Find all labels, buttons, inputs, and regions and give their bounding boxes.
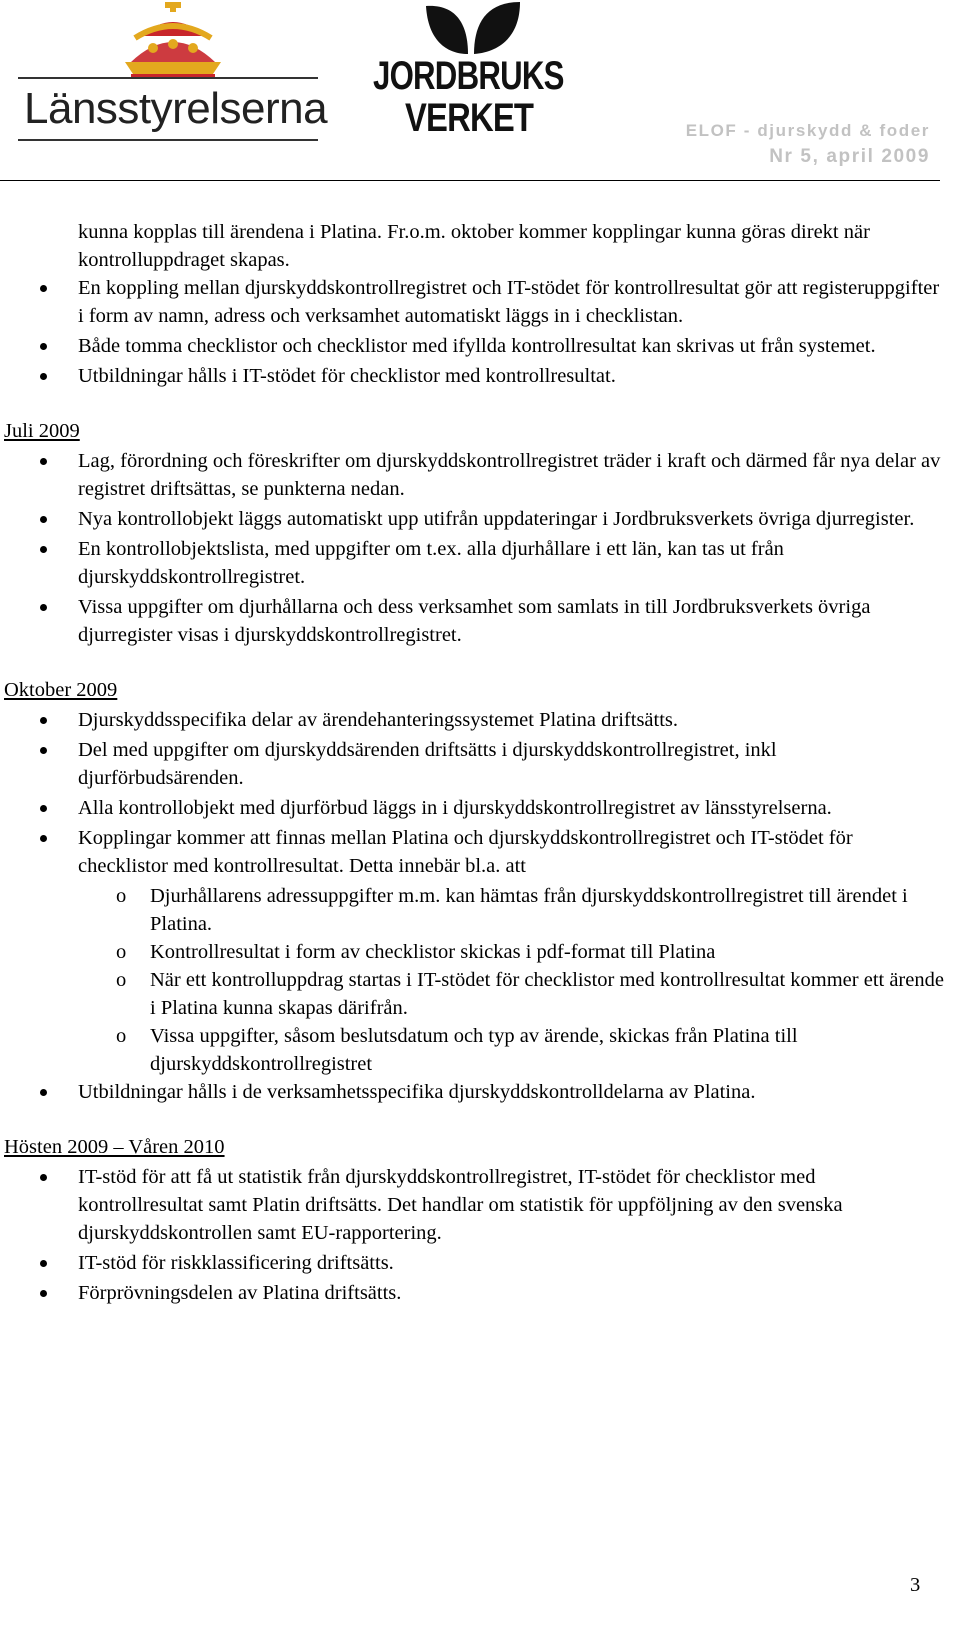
list-item: En kontrollobjektslista, med uppgifter om t.ex. alla djurhållare i ett län, kan tas ut från djurskyddskontrollregistret. — [0, 535, 945, 591]
list-item: Del med uppgifter om djurskyddsärenden driftsätts i djurskyddskontrollregistret, inkl djurförbudsärenden. — [0, 736, 945, 792]
bullet-icon — [40, 546, 47, 553]
document-body — [0, 218, 945, 1309]
logo-rule-top — [18, 77, 318, 79]
list-item: Nya kontrollobjekt läggs automatiskt upp utifrån uppdateringar i Jordbruksverkets övriga djurregister. — [0, 505, 945, 533]
newsletter-info — [686, 118, 930, 170]
list-item: Förprövningsdelen av Platina driftsätts. — [0, 1279, 945, 1307]
list-item: En koppling mellan djurskyddskontrollregistret och IT-stödet för kontrollresultat gör att registeruppgifter i form av namn, adress och verksamhet automatiskt läggs in i checklistan. — [0, 274, 945, 330]
list-item: Både tomma checklistor och checklistor med ifyllda kontrollresultat kan skrivas ut från systemet. — [0, 332, 945, 360]
crown-icon — [113, 2, 233, 80]
jordbruksverket-logo — [373, 0, 563, 140]
hosten-list — [0, 1163, 945, 1307]
section-title-juli: Juli 2009 — [4, 420, 80, 442]
juli-list — [0, 447, 945, 649]
newsletter-title: ELOF - djurskydd & foder — [685, 121, 930, 140]
sub-bullet-marker: o — [116, 941, 127, 963]
sub-list-item: o Djurhållarens adressuppgifter m.m. kan hämtas från djurskyddskontrollregistret till ärendet i Platina. — [0, 882, 945, 938]
jv-line-1: JORDBRUKS — [373, 54, 564, 98]
sub-list-item: o Kontrollresultat i form av checklistor skickas i pdf-format till Platina — [0, 938, 945, 966]
bullet-icon — [40, 516, 47, 523]
bullet-icon — [40, 604, 47, 611]
sub-bullet-marker: o — [116, 885, 127, 907]
bullet-icon — [40, 717, 47, 724]
list-item: Vissa uppgifter om djurhållarna och dess verksamhet som samlats in till Jordbruksverkets övriga djurregister visas i djurskyddskontrollregistret. — [0, 593, 945, 649]
list-item: Utbildningar hålls i de verksamhetsspecifika djurskyddskontrolldelarna av Platina. — [0, 1078, 945, 1106]
list-item: Utbildningar hålls i IT-stödet för checklistor med kontrollresultat. — [0, 362, 945, 390]
leaf-icon — [416, 0, 526, 56]
intro-continuation: kunna kopplas till ärendena i Platina. Fr.o.m. oktober kommer kopplingar kunna göras direkt när kontrolluppdraget skapas. — [78, 221, 870, 271]
lansstyrelserna-logo — [18, 2, 328, 142]
list-item: IT-stöd för riskklassificering driftsätts. — [0, 1249, 945, 1277]
bullet-icon — [40, 747, 47, 754]
newsletter-issue: Nr 5, april 2009 — [769, 146, 930, 167]
bullet-icon — [40, 1260, 47, 1267]
bullet-icon — [40, 1089, 47, 1096]
bullet-icon — [40, 805, 47, 812]
bullet-icon — [40, 343, 47, 350]
list-item: Lag, förordning och föreskrifter om djurskyddskontrollregistret träder i kraft och därmed får nya delar av registret driftsättas, se punkterna nedan. — [0, 447, 945, 503]
lansstyrelserna-name: Länsstyrelserna — [24, 84, 328, 133]
list-item: Kopplingar kommer att finnas mellan Platina och djurskyddskontrollregistret och IT-stödet för checklistor med kontrollresultat. Detta innebär bl.a. att — [0, 824, 945, 880]
bullet-icon — [40, 458, 47, 465]
sub-list-item: o När ett kontrolluppdrag startas i IT-stödet för checklistor med kontrollresultat kommer ett ärende i Platina kunna skapas därifrån. — [0, 966, 945, 1022]
list-item: Djurskyddsspecifika delar av ärendehanteringssystemet Platina driftsätts. — [0, 706, 945, 734]
bullet-icon — [40, 285, 47, 292]
page-number: 3 — [910, 1574, 921, 1596]
section-title-oktober: Oktober 2009 — [4, 679, 118, 701]
bullet-icon — [40, 835, 47, 842]
header-divider — [0, 180, 940, 181]
oktober-sublist — [0, 882, 945, 1078]
intro-list — [0, 274, 945, 390]
section-title-hosten: Hösten 2009 – Våren 2010 — [4, 1136, 225, 1158]
sub-bullet-marker: o — [116, 1025, 127, 1047]
jv-line-2: VERKET — [405, 96, 534, 140]
bullet-icon — [40, 1290, 47, 1297]
bullet-icon — [40, 1174, 47, 1181]
list-item: Alla kontrollobjekt med djurförbud läggs in i djurskyddskontrollregistret av länsstyrelserna. — [0, 794, 945, 822]
list-item: IT-stöd för att få ut statistik från djurskyddskontrollregistret, IT-stödet för checklistor med kontrollresultat samt Platin driftsätts. Det handlar om statistik för uppföljning av den svenska djurskyddskontrollen samt EU-rapportering. — [0, 1163, 945, 1247]
page-header — [0, 0, 960, 190]
logo-rule-bottom — [18, 139, 318, 141]
oktober-list-end — [0, 1078, 945, 1106]
oktober-list — [0, 706, 945, 880]
sub-list-item: o Vissa uppgifter, såsom beslutsdatum och typ av ärende, skickas från Platina till djurskyddskontrollregistret — [0, 1022, 945, 1078]
sub-bullet-marker: o — [116, 969, 127, 991]
bullet-icon — [40, 373, 47, 380]
